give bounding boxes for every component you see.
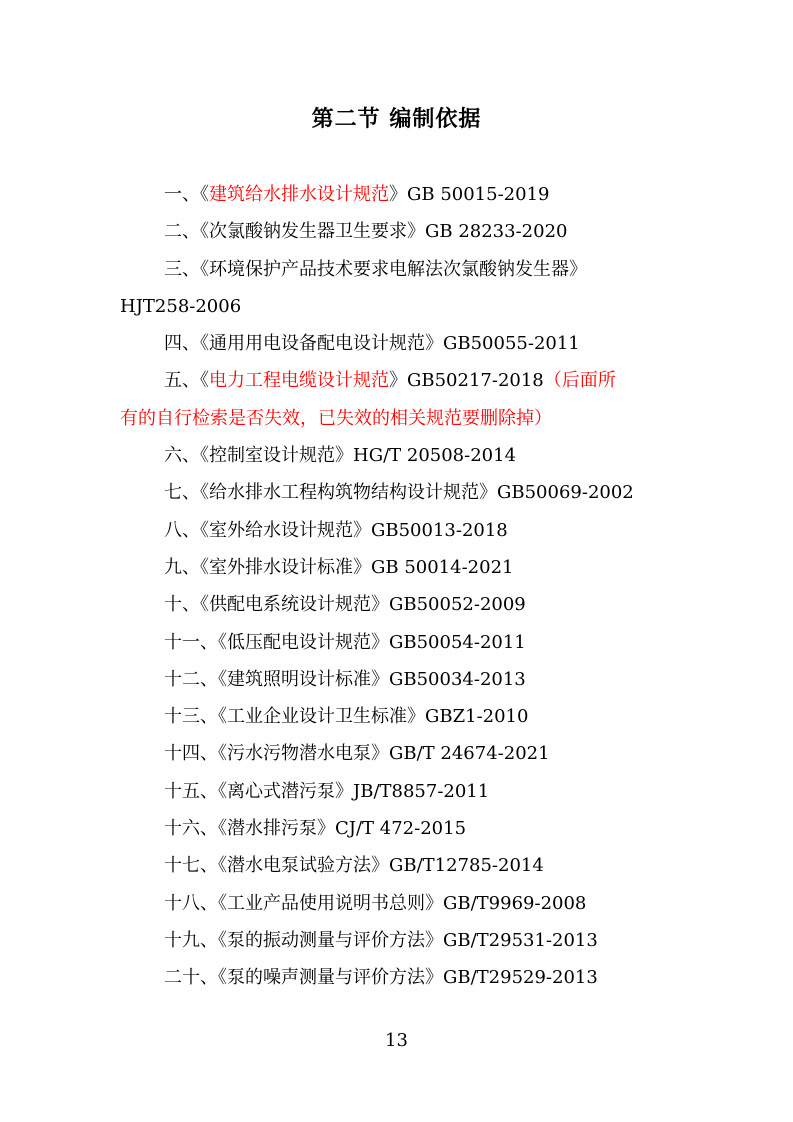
reference-item: 十八、《工业产品使用说明书总则》GB/T9969-2008 <box>164 892 587 914</box>
item-number: 十四、 <box>164 743 218 765</box>
reference-item: 一、《建筑给水排水设计规范》GB 50015-2019 <box>164 184 550 205</box>
item-number: 二、 <box>164 221 200 243</box>
review-note-continuation: 有的自行检索是否失效，已失效的相关规范要删除掉） <box>120 407 552 429</box>
standard-code: GB50217-2018 <box>407 370 544 392</box>
reference-item: 十一、《低压配电设计规范》GB50054-2011 <box>164 631 526 653</box>
item-number: 十五、 <box>164 780 218 802</box>
reference-item: 十二、《建筑照明设计标准》GB50034-2013 <box>164 668 526 690</box>
item-number: 十二、 <box>164 668 218 690</box>
item-number: 二十、 <box>164 967 218 989</box>
reference-item: 五、《电力工程电缆设计规范》GB50217-2018（后面所 <box>164 370 616 392</box>
item-number: 一、 <box>164 184 200 205</box>
item-number: 四、 <box>164 333 200 355</box>
reference-item: 十七、《潜水电泵试验方法》GB/T12785-2014 <box>164 855 544 877</box>
standard-code: GB 50015-2019 <box>407 184 550 205</box>
reference-item: 十、《供配电系统设计规范》GB50052-2009 <box>164 594 526 616</box>
section-title: 第二节 编制依据 <box>311 107 482 132</box>
reference-item: 二十、《泵的噪声测量与评价方法》GB/T29529-2013 <box>164 967 598 989</box>
highlighted-standard-name: 电力工程电缆设计规范 <box>209 370 389 392</box>
item-number: 十一、 <box>164 631 218 653</box>
item-number: 十七、 <box>164 855 218 877</box>
item-number: 十八、 <box>164 892 218 914</box>
item-number: 十、 <box>164 594 200 616</box>
reference-item: 八、《室外给水设计规范》GB50013-2018 <box>164 519 508 541</box>
review-note: （后面所 <box>543 370 616 392</box>
item-number: 十六、 <box>164 818 218 840</box>
reference-item: 九、《室外排水设计标准》GB 50014-2021 <box>164 556 514 578</box>
reference-list <box>120 176 680 997</box>
reference-item: 十四、《污水污物潜水电泵》GB/T 24674-2021 <box>164 743 550 765</box>
page-number: 13 <box>385 1030 408 1051</box>
reference-item: 十六、《潜水排污泵》CJ/T 472-2015 <box>164 818 467 840</box>
reference-item: 四、《通用用电设备配电设计规范》GB50055-2011 <box>164 333 580 355</box>
reference-item: 十五、《离心式潜污泵》JB/T8857-2011 <box>164 780 490 802</box>
item-number: 十三、 <box>164 706 218 728</box>
reference-item: 六、《控制室设计规范》HG/T 20508-2014 <box>164 445 517 467</box>
item-number: 三、 <box>164 258 200 280</box>
item-number: 八、 <box>164 519 200 541</box>
reference-item: 七、《给水排水工程构筑物结构设计规范》GB50069-2002 <box>164 482 634 504</box>
item-number: 九、 <box>164 556 200 578</box>
reference-item: 三、《环境保护产品技术要求电解法次氯酸钠发生器》 <box>164 258 587 280</box>
item-number: 十九、 <box>164 929 218 951</box>
item-number: 六、 <box>164 445 200 467</box>
item-number: 五、 <box>164 370 200 392</box>
reference-item-continuation: HJT258-2006 <box>120 295 242 317</box>
highlighted-standard-name: 建筑给水排水设计规范 <box>209 184 389 205</box>
reference-item: 二、《次氯酸钠发生器卫生要求》GB 28233-2020 <box>164 221 568 243</box>
reference-item: 十九、《泵的振动测量与评价方法》GB/T29531-2013 <box>164 929 598 951</box>
reference-item: 十三、《工业企业设计卫生标准》GBZ1-2010 <box>164 706 529 728</box>
item-number: 七、 <box>164 482 200 504</box>
